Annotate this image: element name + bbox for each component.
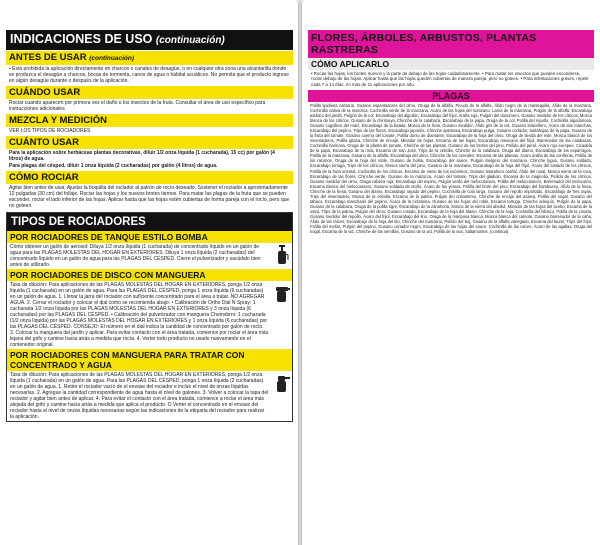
tipos-heading: TIPOS DE ROCIADORES (7, 213, 292, 231)
concentrate-sprayer-icon (272, 371, 292, 393)
antes-heading (6, 51, 293, 65)
cuando-text: Rociar cuando aparecen por primera vez el daño o los insectos de la fruta. Consultar el área de uso específico para instrucciones adicionales. (9, 100, 266, 112)
cuando-heading: CUÁNDO USAR (6, 86, 293, 99)
cuanto-line2: Para plagas del césped, diluir 1 onza líquida (2 cucharadas) por galón (4 litros) de agua. (9, 163, 218, 169)
hose-end-sprayer-icon (272, 281, 292, 303)
cuanto-line1: Para la aplicación sobre herbáceas plantas decorativas, diluir 1/2 onza líquida (1 cucharada), 15 cc) por galón (4 litros) de agua. (9, 150, 275, 162)
manguera-block (7, 371, 292, 421)
mezcla-heading: MEZCLA Y MEDICIÓN (6, 114, 293, 127)
antes-text: • Está prohibida la aplicación directamente en charcos o canales de desagüe, o en cualquier otra zona una alcantarilla donde se produzca el desagüe a charcos, bocas de tormenta, canos de agua o hábitat acuáticos. No permita que el producto ingrese en algún desagüe durante o después de la aplicación. (9, 66, 289, 84)
bomba-text: Cómo obtener un galón de aerosol: Diluya 1/2 onza líquida (1 cucharada) de concentrado líquido en un galón de agua para las PLAGAS MOLESTAS DEL HOGAR EN EXTERIORES. Diluya 1 onza líquida (2 cucharadas) del concentrado líquido en un galón de agua para las PLAGAS DEL CÉSPED. Cierre el pulverizador y sacúdalo bien antes de utilizarlo. (10, 244, 261, 268)
plagas-heading: PLAGAS (308, 90, 594, 102)
manguera-text: Tasa de dilución: Para aplicaciones de las PLAGAS MOLESTAS DEL HOGAR EN EXTERIORES, ponga 1/2 onza líquida (1 cucharada) en un galón de agua. Para las PLAGAS DEL CÉSPED, ponga 1 onza líquida (2 cucharadas) en un galón de agua. 1. Retire el rociador vacío de el envase del rociador e incluir el nivel de onzas líquidas necesarias. 2. Agregue la cantidad correspondiente de agua hasta el nivel de galones. 3. Volver a colocar la tapa del rociador y agitar bien antes de aplicar. 4. Para evitar el contacto con el área tratada, comience a rociar el área más alejada del grifo y camine hacia atrás a medida que aplica el producto. O Verter el concentrado en el envase del rociador hasta el nivel de onzas líquidas necesarias según las indicaciones de la etiqueta del rociador para realizar la aplicación. (10, 372, 269, 420)
tipos-section (6, 212, 293, 422)
antes-heading-cont: (continuación) (89, 55, 135, 62)
manguera-heading: POR ROCIADORES CON MANGUERA PARA TRATAR CON CONCENTRADO Y AGUA (7, 349, 292, 371)
indicaciones-title (6, 30, 293, 50)
disco-heading: POR ROCIADORES DE DISCO CON MANGUERA (7, 269, 292, 281)
cuanto-heading: CUÁNTO USAR (6, 136, 293, 149)
antes-heading-text: ANTES DE USAR (9, 52, 87, 63)
como-aplicarlo-text: • Rociar las hojas, los brotes nuevos y la parte de debajo de las hojas cuidadosamente. • Para matar los insectos que pueden esconderse, rociar debajo de las hojas. Aplicar hasta que las hojas queden cubiertas de manera pareja, pero no goteen. • Para infestaciones graves, repetir cada 7 a 14 días, no más de 11 aplicaciones por año. (311, 71, 589, 87)
como-text: Agitar bien antes de usar. Ajustar la boquilla del rociador al patrón de rocío deseado. Sostener el rociador a aproximadamente 12 pulgadas (30 cm) del follaje. Rociar las hojas y los nuevos brotes tiernos. Para matar las plagas de la fruta que se pueden esconder, rociar el lado inferior de las hojas. Aplicar hasta que las hojas estén cubiertas de forma pareja con el rocío, pero que no goteen. (9, 185, 290, 209)
como-heading: CÓMO ROCIAR (6, 171, 293, 184)
mezcla-sub: VER LOS TIPOS DE ROCIADORES (9, 128, 91, 134)
disco-block (7, 281, 292, 349)
bomba-block (7, 243, 292, 269)
right-page (301, 0, 600, 545)
left-page (0, 0, 299, 545)
left-content (6, 30, 293, 422)
como-aplicarlo-heading: CÓMO APLICARLO (308, 58, 594, 70)
pump-sprayer-icon (272, 243, 292, 265)
plagas-list: Polilla lipidiena cabraria, Gusano espantadores del olmo, Oruga de la alfalfa, Picudo de la alfalfa, Áfido negro de la mantequilla, Áfido de la manzana, Cochinilla nativa de la mazorca, Cochinilla verde de la manzana, Ácaro de las hojas del manzano, Larva de la manzana, Pulgón de la alfalfa, Escarabajo asiático del jardín, Pulgón de la col, Escarabajo del algodón, Escarabajo del frijol, Araña roja, Pulgón del duraznero, Gusano medidor de los cítricos, Mosca blanca de los cítricos, Gusano de la chirimoya, Chinche de la calabaza, Escarabajo de la papa, Oruga de la col, Polilla del repollo, Cochinilla algodonosa, Gusano cogollero del maíz, Escarabajo de la batata, Mosca de la fruta, Gusano medidor, Áfido gris de la col, Gusano telarañero, Ácaro de dos manchas, Escarabajo del pepino, Trips de las flores, Escarabajo japonés, Chinche apestosa, Escarabajo pulga, Gusano cortador, Saltahojas de la papa, Gusano de la fruta del tomate, Gusano cuerno del tomate, Polilla dorso de diamante, Escarabajo de la hoja del olmo, Oruga de tienda del este, Mosca blanca de los invernaderos, Polilla gitana, Chinche de encaje, Minador de hojas, Escama de las hojas, Escarabajo mexicano del frijol, Barrenador de las calabazas, Cochinilla harinosa, Oruga de la planta de tomate, Chinche de las plantas, Gusano de los brotes del pino, Psílido del peral, Ácaro rojo europeo, Cicadela de la papa, Escarabajo de la rosa, Escama de San José, Trips de la cebolla, Chinche de la calabaza, Oruga del álamo, Escarabajo de los espárragos, Polilla de la manzana, Gusano de la alfalfa, Escarabajo del olmo, Chinche de los cereales, Escama de las plantas, Ácaro araña de las coníferas, Polilla de los racimos, Oruga de la hoja del roble, Gusano de bolsa, Escarabajo del sauce, Pulgón lanígero del manzano, Chinche lygus, Gusano soldado, Escarabajo tortuga, Trips de los cítricos, Mosca sierra del pino, Gusano de la manzana, Escarabajo de la hoja del frijol, Ácaro del tostado de los cítricos, Polilla de la fruta oriental, Cochinilla de los cítricos, Escama de nieve de los evónimos, Gusano telarañero otoñal, Áfido del rosal, Mosca sierra de la rosa, Escarabajo de las flores, Chinche verde, Gusano de la mazorca, Ácaro del tomate, Trips del gladiolo, Escama de la magnolia, Psílido de los cítricos, Gusano medidor del olmo, Oruga cabeza roja, Escarabajo del espino, Pulgón verde del melocotonero, Polilla del melocotonero, Barrenador del melocotón, Escama blanca del melocotonero, Gusano soldado de otoño, Ácaro de las yemas, Polilla del brote del pino, Escarabajo del frambueso, Áfido de la fresa, Chinche de la fresa, Gusano del álamo, Escarabajo rayado del pepino, Cochinilla de cola larga, Gusano del repollo importado, Escarabajo de tres rayas, Trips del invernadero, Mosca de la cebolla, Escama de la palma, Pulgón del crisantemo, Chinche de encaje del azalea, Polilla del nogal, Gusano del tabaco, Escarabajo manchado del pepino, Ácaro de la ciclamina, Gusano de las hojas del roble, Escama tortuga, Chinche arlequín, Pulgón de la papa, Gusano de la calabaza, Oruga de la polilla tigre, Escarabajo de la zanahoria, Mosca de la sierra del abedul, Minador de las hojas del acebo, Escama de la ostra, Trips de la palma, Pulgón del olmo, Gusano rosado, Escarabajo de la hoja del álamo, Chinche de la soja, Cochinilla del hibisco, Polilla de la ciruela, Gusano medidor del repollo, Ácaro del frijol, Escarabajo del lirio, Oruga de la mariposa blanca, Mosca blanca del camote, Gusano barrenador de la caña, Áfido de las raíces, Escarabajo de la hoja del tilo, Chinche del manzano, Psílido del boj, Gusano de la alfalfa variegado, Escama del laurel, Trips del frijol, Polilla del melón, Pulgón del pepino, Gusano cortador negro, Escarabajo de las hojas del sauce, Cochinilla de las raíces, Ácaro de las agallas, Oruga del nogal, Escama de la vid, Chinche de las semillas, Gusano de la vid, Polilla de la uva, Saltamontes. (continúa) (310, 102, 592, 235)
flores-title: FLORES, ÁRBOLES, ARBUSTOS, PLANTAS RASTRERAS (308, 30, 594, 58)
disco-text: Tasa de dilución: Para aplicaciones de las PLAGAS MOLESTAS DEL HOGAR EN EXTERIORES, ponga 1/2 onza líquida (1 cucharada) en un galón de agua. Para las PLAGAS DEL CÉSPED, ponga 1 onza líquida (6 cucharadas) en un galón de agua. 1. Llenar la jarra del rociador con suficiente concentrado para el área a tratar. NO AGREGAR AGUA. 2. Cerrar el rociador y colocar el dial como se recomienda abajo: • Calibración de Ortho Dial N Spray: 1 cucharada 1/2 onza líquida por las PLAGAS MOLESTAS DEL HOGAR EN EXTERIORES y 3 onza líquida (6 cucharadas) por las PLAGAS DEL CÉSPED. • Calibración del pulverizador con manguera Chemsbrnr: 1 cucharada (1/2 onza líquida) por las PLAGAS MOLESTAS DEL HOGAR EN EXTERIORES y 1 onza líquida (6 cucharadas) por las PLAGAS DEL CÉSPED. CONSEJO: El número en el dial indica la cantidad de concentrado por galón de rocío. 3. Colocar la manguera del jardín y aplicar. Para evitar contacto con el área tratada, comience por rociar el área más lejana del grifo y camine hacia atrás a medida que rocía. 4. Verter todo producto no usado nuevamente en el contenedor original. (10, 282, 269, 348)
indicaciones-title-cont: (continuación) (155, 35, 225, 46)
right-content (308, 30, 594, 509)
indicaciones-title-text: INDICACIONES DE USO (10, 32, 153, 46)
bomba-heading: POR ROCIADORES DE TANQUE ESTILO BOMBA (7, 231, 292, 243)
